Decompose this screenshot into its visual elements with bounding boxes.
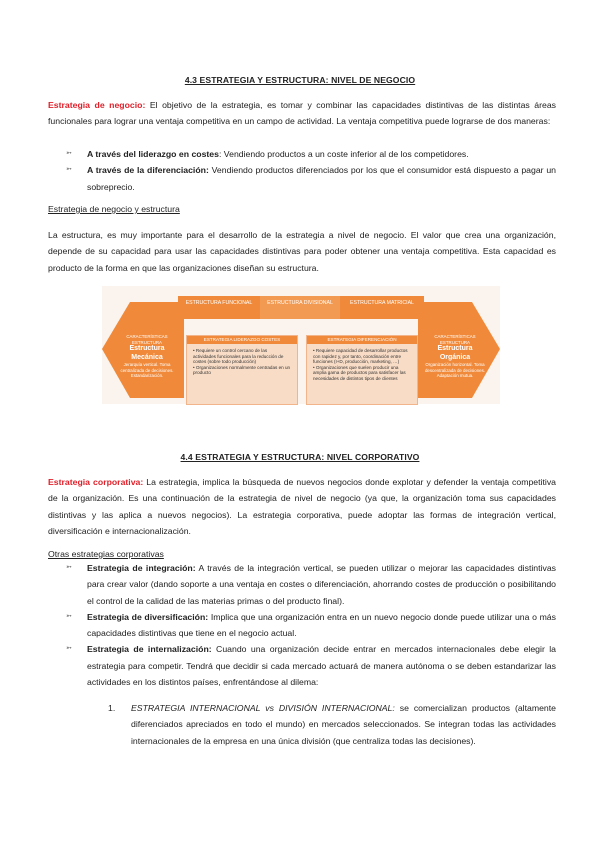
- strategy-structure-diagram: [102, 286, 500, 404]
- cost-leadership-box: [186, 335, 298, 405]
- structure-paragraph: La estructura, es muy importante para el desarrollo de la estrategia a nivel de negocio. El valor que crea una organización, depende de su capacidad para usar las capacidades distintivas para poder obtener una ventaja competitiva. Esta capacidad es producto de la forma en que las organizaciones diseñan su estructura.: [48, 230, 556, 273]
- bullet-arrow-icon: ➳: [66, 564, 72, 571]
- bullet-text: Implica que una organización entra en un nuevo negocio donde puede utilizar una o más capacidades distintivas que tiene en el negocio actual.: [87, 611, 556, 639]
- bullet-term: Estrategia de internalización:: [87, 644, 212, 655]
- bullet-term: A través del liderazgo en costes: [87, 149, 219, 159]
- numbered-term: ESTRATEGIA INTERNACIONAL vs DIVISIÓN INTERNACIONAL:: [131, 703, 395, 713]
- differentiation-body: [307, 344, 417, 386]
- cost-leadership-header: ESTRATEGIA LIDERAZGO COSTES: [187, 336, 297, 344]
- bullet-text: : Vendiendo productos a un coste inferior al de los competidores.: [218, 149, 469, 159]
- list-item: • Requiere un control cercano de las actividades funcionales para la reducción de costes (sobre todo producción): [193, 348, 284, 365]
- list-item: [66, 162, 556, 195]
- right-arrow-sub: Organización horizontal. Toma descentralizada de decisiones. Adaptación mutua.: [424, 362, 486, 379]
- corporate-strategy-term: Estrategia corporativa:: [48, 477, 144, 487]
- item-number: 1.: [108, 703, 116, 713]
- left-arrow-title: Estructura Mecánica: [129, 345, 165, 361]
- right-arrow-text: [424, 334, 486, 379]
- bullet-arrow-icon: ➳: [66, 645, 72, 653]
- bullet-term: Estrategia de integración:: [87, 563, 196, 573]
- bullet-term: A través de la diferenciación:: [87, 165, 209, 176]
- corporate-bullets: [66, 560, 556, 690]
- left-arrow-sub: Jerarquía vertical. Toma centralizada de decisiones. Estandarización.: [120, 362, 174, 379]
- section-heading-4-4: 4.4 ESTRATEGIA Y ESTRUCTURA: NIVEL CORPORATIVO: [180, 452, 420, 462]
- bullet-text: Vendiendo productos diferenciados por los que el consumidor está dispuesto a pagar un sobreprecio.: [87, 165, 556, 192]
- business-strategy-term: Estrategia de negocio:: [48, 100, 146, 110]
- differentiation-box: [306, 335, 418, 405]
- corporate-strategy-text: La estrategia, implica la búsqueda de nuevos negocios donde explotar y defender la ventaja competitiva de la organización. Es una continuación de la estrategia de nivel de negocio (ya que, la organización toma sus capacidades distintivas y las aplica a nuevos negocios). La estrategia corporativa, puede adoptar las formas de integración vertical, diversificación e internacionalización.: [48, 477, 556, 536]
- list-item: [66, 609, 556, 642]
- list-item: • Organizaciones que suelen producir una amplia gama de productos para satisfacer las necesidades de distintos tipos de clientes: [313, 364, 406, 381]
- bullet-text: Cuando una organización decide entrar en mercados internacionales debe elegir la estrategia para competir. Tendrá que decidir si cada mercado actuará de manera autónoma o se deben estandarizar las actividades en los distintos países, enfrentándose al dilema:: [87, 644, 556, 688]
- bullet-term: Estrategia de diversificación:: [87, 611, 209, 622]
- list-item: • Requiere capacidad de desarrollar productos con rapidez y, por tanto, coordinación entre funciones (I+D, producción, marketing, …): [313, 348, 408, 365]
- section-heading-4-3: 4.3 ESTRATEGIA Y ESTRUCTURA: NIVEL DE NEGOCIO: [184, 75, 416, 85]
- right-arrow-small: CARACTERÍSTICAS ESTRUCTURA: [434, 334, 476, 345]
- numbered-text: se comercializan productos (altamente diferenciados apreciados en todo el mundo) en mercados seleccionados. Se integran todas las actividades internacionales de la empresa en una única división (que centraliza todas las decisiones).: [131, 703, 557, 746]
- bullet-arrow-icon: ➳: [66, 150, 72, 157]
- business-bullets: [66, 146, 556, 195]
- list-item: [66, 146, 556, 162]
- corporate-strategy-paragraph: [48, 474, 556, 539]
- left-arrow-text: [116, 334, 178, 379]
- top-box-functional: ESTRUCTURA FUNCIONAL: [178, 296, 260, 319]
- cost-leadership-body: [187, 344, 297, 380]
- numbered-item-1: [108, 700, 556, 749]
- right-arrow-title: Estructura Orgánica: [437, 345, 473, 361]
- left-arrow-small: CARACTERÍSTICAS ESTRUCTURA: [126, 334, 168, 345]
- differentiation-header: ESTRATEGIA DIFERENCIACIÓN: [307, 336, 417, 344]
- list-item: [66, 560, 556, 609]
- bullet-arrow-icon: ➳: [66, 612, 72, 620]
- subheading-business-structure: Estrategia de negocio y estructura: [48, 204, 180, 214]
- subheading-other-strategies: Otras estrategias corporativas: [48, 549, 164, 559]
- bullet-text: A través de la integración vertical, se pueden utilizar o mejorar las capacidades distintivas para crear valor (dando soporte a una ventaja en costes o diferenciación, ahorrando costes de producción o posibilitando el control de la calidad de las materias primas o del producto final).: [87, 563, 556, 606]
- bullet-arrow-icon: ➳: [66, 166, 72, 174]
- business-strategy-text: El objetivo de la estrategia, es tomar y combinar las capacidades distintivas de las distintas áreas funcionales para lograr una ventaja competitiva en un campo de actividad. La ventaja competitiva puede lograrse de dos maneras:: [48, 100, 556, 127]
- top-box-matrix: ESTRUCTURA MATRICIAL: [340, 296, 424, 319]
- list-item: [66, 641, 556, 690]
- top-box-divisional: ESTRUCTURA DIVISIONAL: [260, 296, 340, 319]
- business-strategy-paragraph: [48, 97, 556, 130]
- list-item: • Organizaciones normalmente centradas en un producto: [193, 364, 291, 376]
